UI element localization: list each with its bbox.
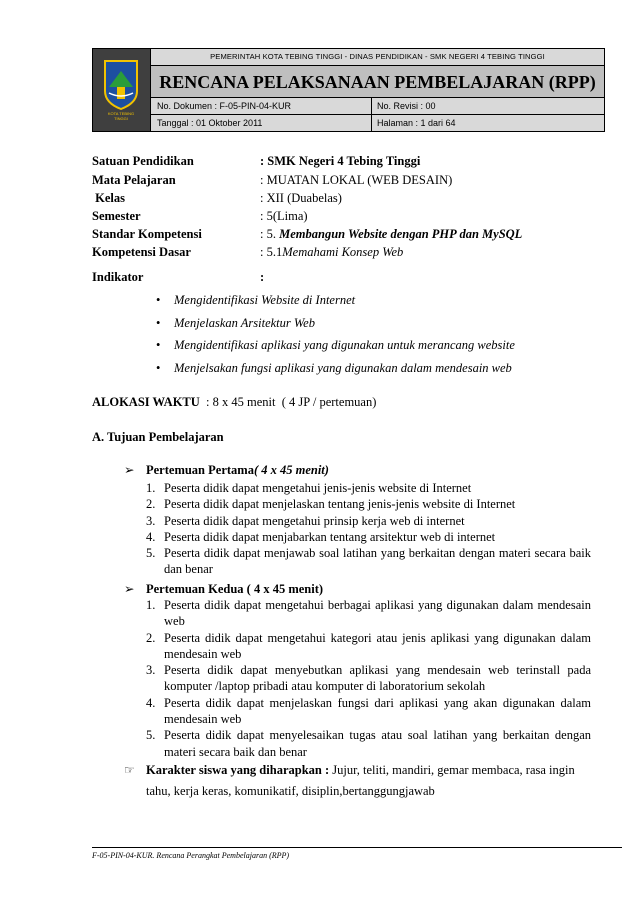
list-item: 3. Peserta didik dapat mengetahui prinsip kerja web di internet	[146, 513, 465, 528]
alokasi-label: ALOKASI WAKTU	[92, 395, 200, 409]
list-item: 4. Peserta didik dapat menjelaskan fungsi dari aplikasi yang akan digunakan dalam mendesain web	[146, 695, 591, 727]
identity-value-text: Membangun Website dengan PHP dan MySQL	[279, 227, 523, 241]
list-item: 4. Peserta didik dapat menjabarkan tentang arsitektur web di internet	[146, 529, 496, 544]
identity-value-prefix: : 5.	[260, 227, 280, 241]
identity-value: : XII (Duabelas)	[260, 191, 342, 205]
list-item: 3. Peserta didik dapat menyebutkan aplikasi yang mendesain web terinstall pada komputer /laptop pribadi atau komputer di laboratorium sekolah	[146, 663, 591, 694]
section-title: A. Tujuan Pembelajaran	[92, 430, 224, 444]
doc-number: No. Dokumen : F-05-PIN-04-KUR	[157, 101, 292, 111]
indikator-colon: :	[260, 270, 265, 284]
identity-value-prefix: : 5.1	[260, 245, 283, 259]
identity-label: Kelas	[92, 191, 125, 205]
identity-value-text: Memahami Konsep Web	[282, 245, 404, 259]
identity-value	[260, 225, 522, 243]
pointing-hand-icon: ☞	[124, 763, 135, 777]
pertemuan-1-title: Pertemuan Pertama	[146, 463, 254, 477]
karakter-line-1: Jujur, teliti, mandiri, gemar membaca, rasa ingin	[329, 763, 575, 777]
list-item: 1. Peserta didik dapat mengetahui berbagai aplikasi yang digunakan dalam mendesain web	[146, 598, 591, 629]
page-number: Halaman : 1 dari 64	[377, 118, 456, 128]
document-title: RENCANA PELAKSANAAN PEMBELAJARAN (RPP)	[151, 66, 604, 98]
arrow-bullet-icon: ➢	[124, 582, 135, 596]
identity-value: : MUATAN LOKAL (WEB DESAIN)	[260, 173, 453, 187]
list-item: • Menjelaskan Arsitektur Web	[156, 314, 515, 337]
alokasi-waktu	[92, 393, 376, 411]
list-item: 5. Peserta didik dapat menyelesaikan tugas atau soal latihan yang berkaitan dengan materi secara baik dan benar	[146, 728, 591, 759]
pertemuan-2-title: Pertemuan Kedua ( 4 x 45 menit)	[146, 582, 324, 596]
identity-label: Satuan Pendidikan	[92, 154, 194, 168]
identity-label: Mata Pelajaran	[92, 173, 176, 187]
logo-cell	[93, 49, 151, 131]
header-row-1	[151, 98, 604, 115]
indikator-label: Indikator	[92, 270, 144, 284]
identity-value: : 5(Lima)	[260, 209, 308, 223]
list-item: • Mengidentifikasi aplikasi yang digunakan untuk merancang website	[156, 336, 515, 359]
list-item: 2. Peserta didik dapat mengetahui kategori atau jenis aplikasi yang digunakan dalam mendesain web	[146, 630, 591, 661]
doc-date: Tanggal : 01 Oktober 2011	[157, 118, 263, 128]
identity-label: Kompetensi Dasar	[92, 245, 191, 259]
header-row-2	[151, 115, 604, 131]
list-item: • Menjelsakan fungsi aplikasi yang digunakan dalam mendesain web	[156, 359, 515, 382]
city-emblem-icon	[99, 57, 143, 123]
revision-number: No. Revisi : 00	[377, 101, 436, 111]
arrow-bullet-icon: ➢	[124, 463, 135, 477]
karakter-line-2: tahu, kerja keras, komunikatif, disiplin,bertanggungjawab	[146, 784, 435, 798]
identity-value: : SMK Negeri 4 Tebing Tinggi	[260, 154, 421, 168]
identity-value	[260, 243, 403, 261]
karakter-label: Karakter siswa yang diharapkan :	[146, 763, 330, 777]
footer-divider	[92, 847, 622, 848]
list-item: • Mengidentifikasi Website di Internet	[156, 291, 515, 314]
list-item: 1. Peserta didik dapat mengetahui jenis-jenis website di Internet	[146, 481, 472, 495]
indikator-list	[156, 291, 515, 381]
pertemuan-2-list	[146, 597, 591, 760]
document-header	[92, 48, 605, 132]
alokasi-value: : 8 x 45 menit ( 4 JP / pertemuan)	[199, 395, 377, 409]
logo-line-2: TINGGI	[114, 116, 128, 121]
logo-line-1: KOTA TEBING	[107, 111, 135, 116]
identity-label: Standar Kompetensi	[92, 227, 202, 241]
pertemuan-1-list	[146, 480, 591, 578]
identity-label: Semester	[92, 209, 141, 223]
list-item: 5. Peserta didik dapat menjawab soal latihan yang berkaitan dengan materi secara baik dan benar	[146, 546, 591, 577]
page-footer: F-05-PIN-04-KUR. Rencana Perangkat Pembelajaran (RPP)	[92, 851, 290, 860]
list-item: 2. Peserta didik dapat menjelaskan tentang jenis-jenis website di Internet	[146, 497, 516, 512]
agency-line: PEMERINTAH KOTA TEBING TINGGI - DINAS PENDIDIKAN - SMK NEGERI 4 TEBING TINGGI	[151, 49, 604, 66]
pertemuan-1-duration: ( 4 x 45 menit)	[253, 463, 329, 477]
